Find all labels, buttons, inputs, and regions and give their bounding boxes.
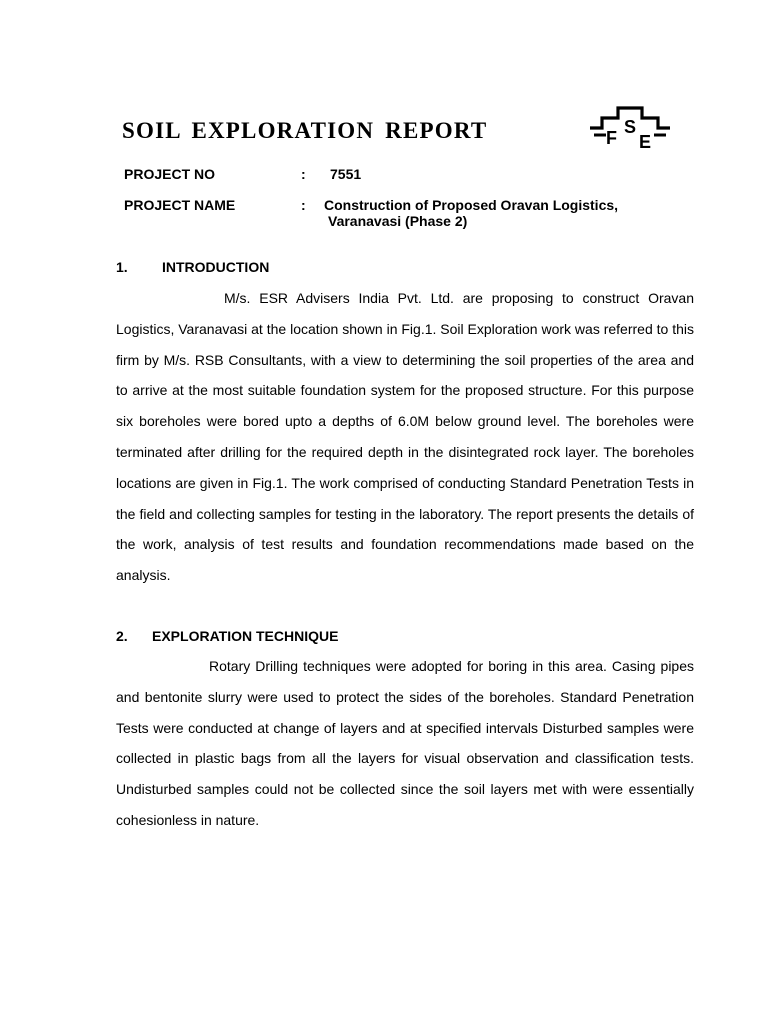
project-name-colon: :: [301, 197, 306, 213]
project-name-line-2: Varanavasi (Phase 2): [328, 213, 468, 229]
project-no-label: PROJECT NO: [124, 166, 216, 182]
section-1-number: 1.: [116, 259, 128, 275]
project-no-value: 7551: [330, 166, 362, 182]
logo-letter-f: F: [606, 128, 617, 148]
section-1-heading: INTRODUCTION: [162, 259, 270, 275]
section-1-body: M/s. ESR Advisers India Pvt. Ltd. are proposing to construct Oravan Logistics, Varanavasi at the location shown in Fig.1. Soil Exploration work was referred to this firm by M/s. RSB Consultants, with a view to determining the soil properties of the area and to arrive at the most suitable foundation system for the proposed structure. For this purpose six boreholes were bored upto a depths of 6.0M below ground level. The boreholes were terminated after drilling for the required depth in the disintegrated rock layer. The boreholes locations are given in Fig.1. The work comprised of conducting Standard Penetration Tests in the field and collecting samples for testing in the laboratory. The report presents the details of the work, analysis of test results and foundation recommendations made based on the analysis.: [116, 290, 694, 584]
section-2-body: Rotary Drilling techniques were adopted for boring in this area. Casing pipes and bentonite slurry were used to protect the sides of the boreholes. Standard Penetration Tests were conducted at change of layers and at specified intervals Disturbed samples were collected in plastic bags from all the layers for visual observation and classification tests. Undisturbed samples could not be collected since the soil layers met with were essentially cohesionless in nature.: [116, 658, 694, 828]
section-2-heading: EXPLORATION TECHNIQUE: [152, 628, 339, 644]
project-no-colon: :: [301, 166, 306, 182]
logo-letter-e: E: [639, 132, 652, 152]
project-name-line-1: Construction of Proposed Oravan Logistics,: [324, 197, 619, 213]
section-2-number: 2.: [116, 628, 128, 644]
project-name-label: PROJECT NAME: [124, 197, 236, 213]
fse-logo-icon: [588, 104, 672, 152]
logo-letter-s: S: [624, 117, 637, 137]
report-title: SOIL EXPLORATION REPORT: [122, 118, 488, 143]
